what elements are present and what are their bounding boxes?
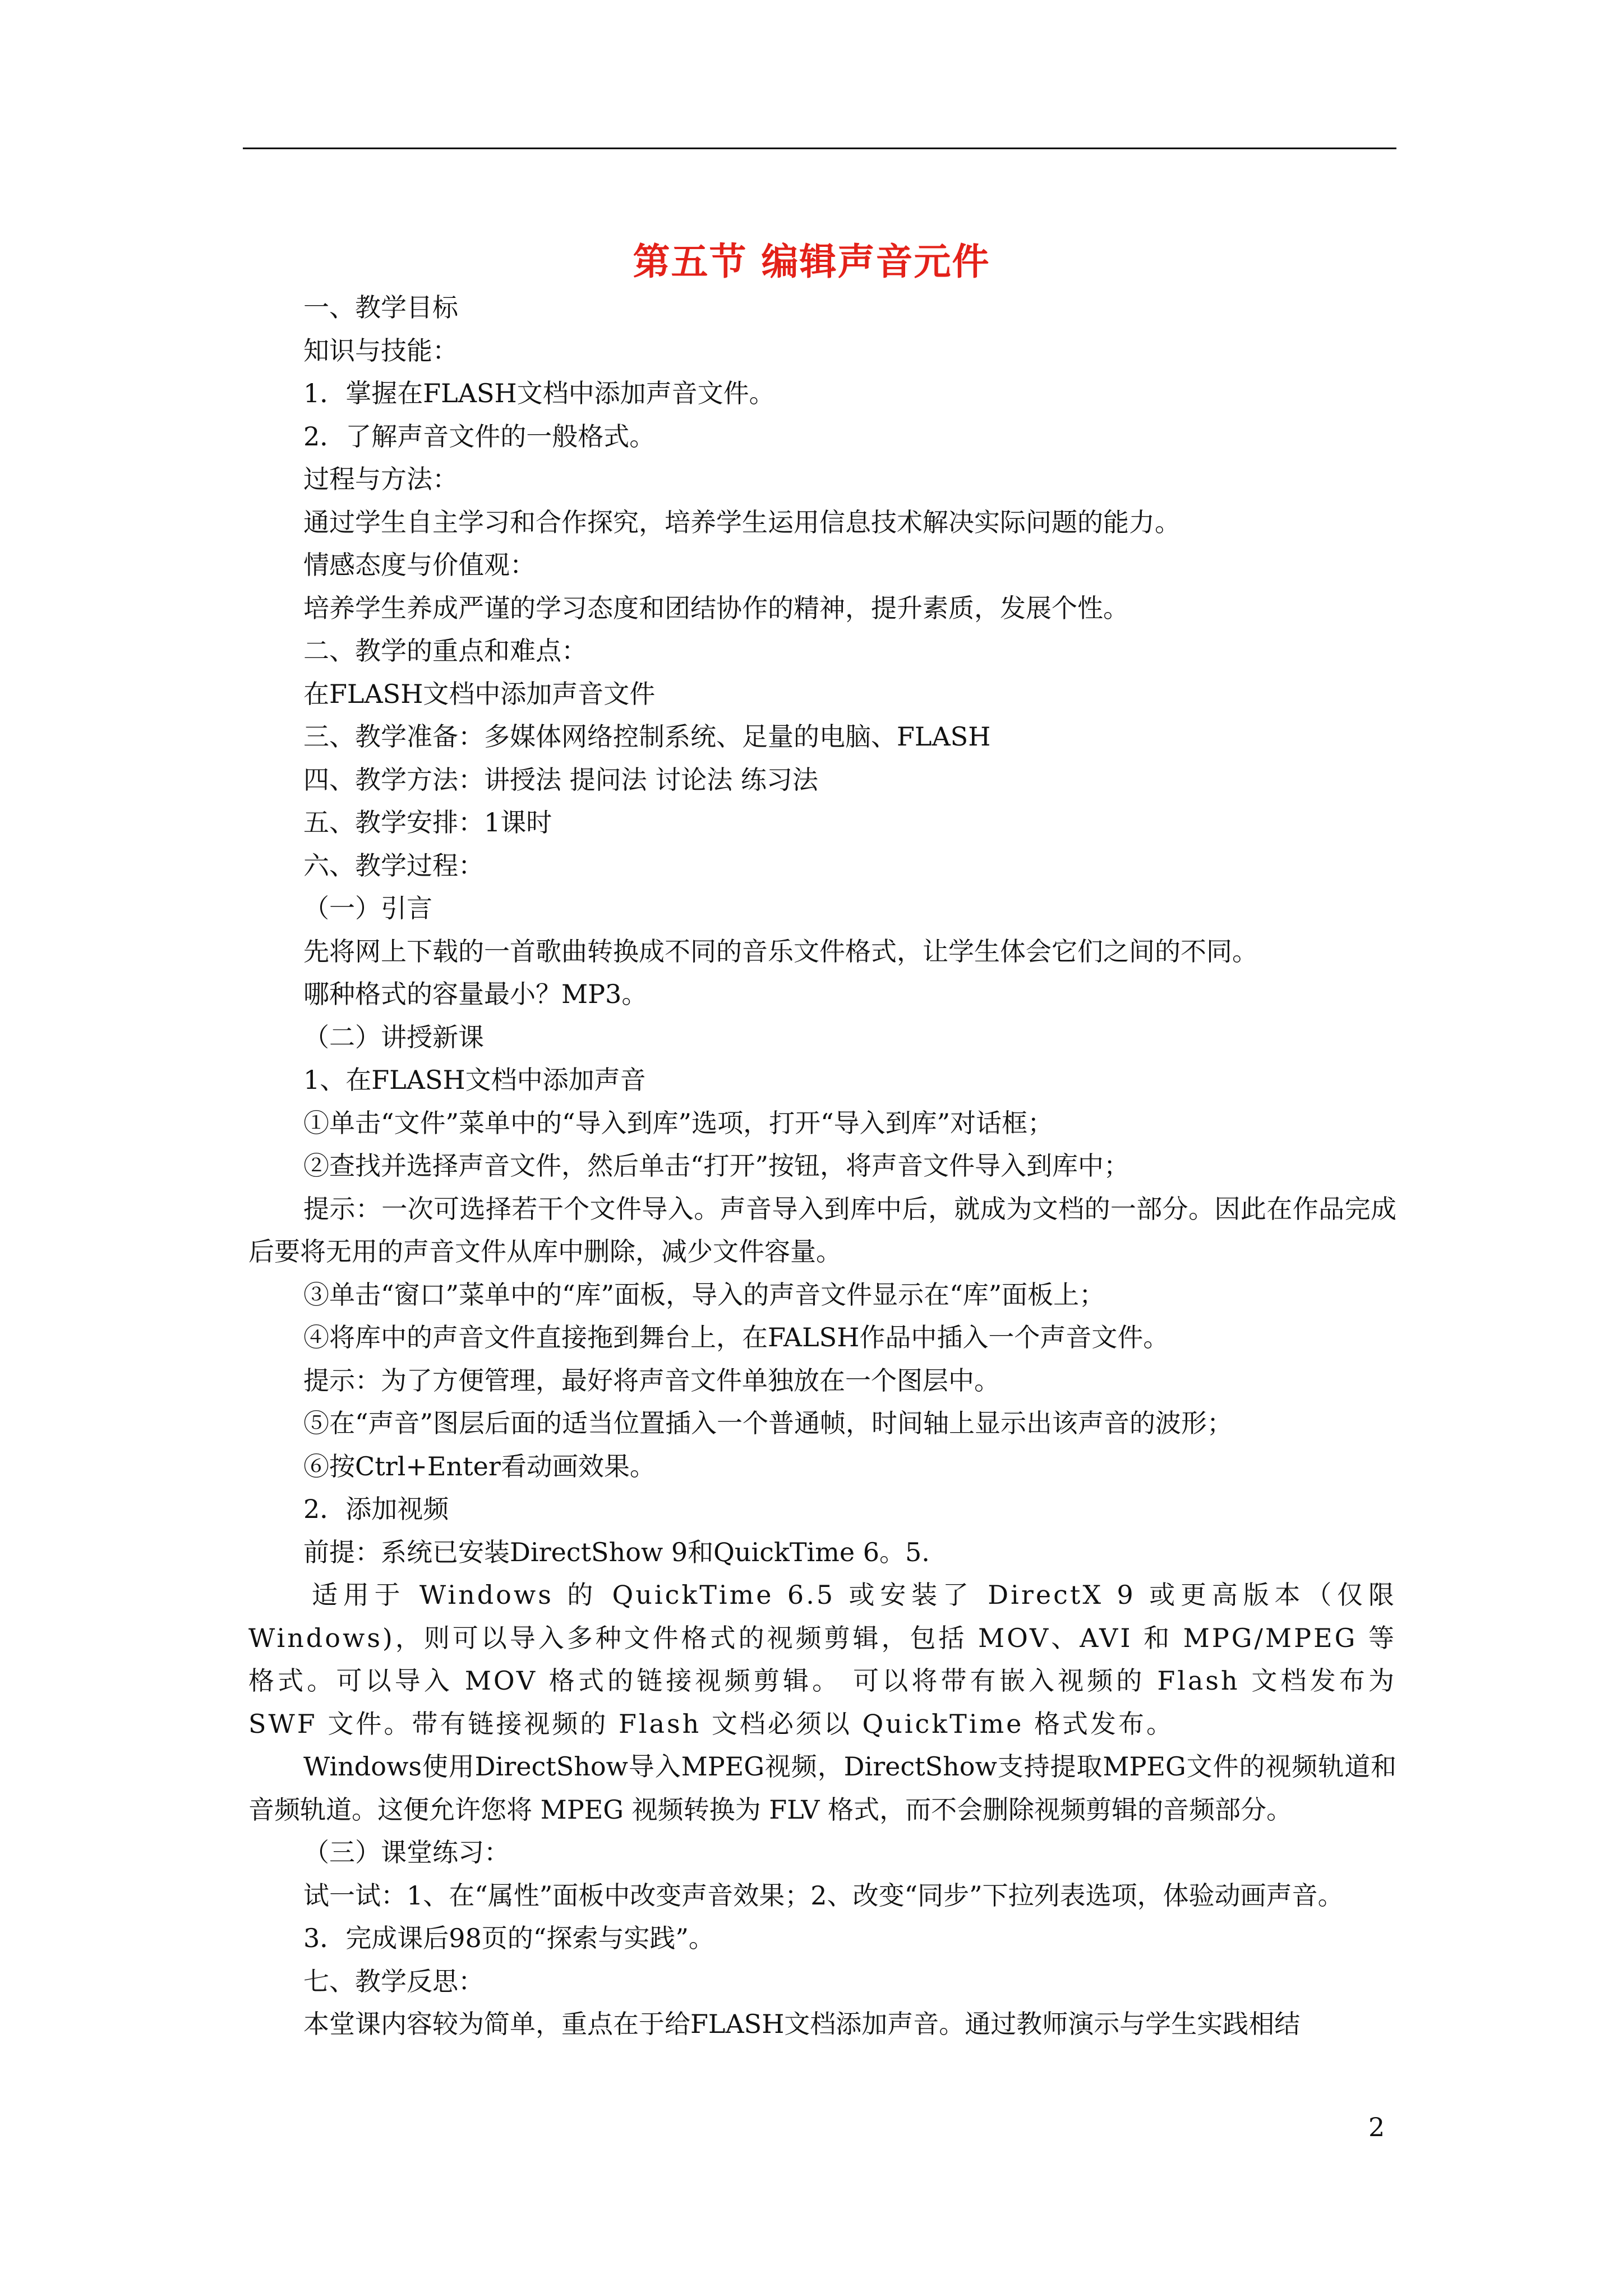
step-item: ②查找并选择声音文件，然后单击“打开”按钮，将声音文件导入到库中； — [303, 1151, 1130, 1181]
subheading-attitude-values: 情感态度与价值观： — [303, 550, 536, 580]
page-number: 2 — [1368, 2112, 1385, 2142]
section-heading-methods: 四、教学方法：讲授法 提问法 讨论法 练习法 — [303, 764, 818, 795]
section-heading-reflection: 七、教学反思： — [303, 1966, 484, 1996]
topic-heading-add-video: 2．添加视频 — [303, 1494, 449, 1524]
subheading-knowledge-skills: 知识与技能： — [303, 335, 458, 366]
step-item: ④将库中的声音文件直接拖到舞台上，在FALSH作品中插入一个声音文件。 — [303, 1322, 1169, 1352]
document-title: 第五节 编辑声音元件 — [633, 240, 990, 284]
list-item: 1．掌握在FLASH文档中添加声音文件。 — [303, 378, 775, 408]
tip-paragraph: 提示：为了方便管理，最好将声音文件单独放在一个图层中。 — [303, 1365, 1000, 1396]
subsection-heading-practice: （三）课堂练习： — [303, 1837, 510, 1867]
paragraph: 适用于 Windows 的 QuickTime 6.5 或安装了 DirectX 9 或更高版本（仅限 Windows)，则可以导入多种文件格式的视频剪辑，包括 MOV、AVI 和 MPG/MPEG 等格式。可以导入 MOV 格式的链接视频剪辑。 可以将带有嵌入视频的 Flash 文档发布为 SWF 文件。带有链接视频的 Flash 文档必须以 QuickTime 格式发布。 — [248, 1580, 1396, 1739]
document-body — [248, 286, 1396, 2046]
paragraph: 在FLASH文档中添加声音文件 — [303, 678, 656, 709]
paragraph: 本堂课内容较为简单，重点在于给FLASH文档添加声音。通过教师演示与学生实践相结 — [303, 2009, 1301, 2039]
topic-heading-add-sound: 1、在FLASH文档中添加声音 — [303, 1065, 646, 1095]
subheading-process-method: 过程与方法： — [303, 464, 458, 494]
step-item: ①单击“文件”菜单中的“导入到库”选项，打开“导入到库”对话框； — [303, 1107, 1054, 1138]
section-heading-objectives: 一、教学目标 — [303, 292, 458, 323]
list-item: 2．了解声音文件的一般格式。 — [303, 421, 656, 452]
paragraph: 通过学生自主学习和合作探究，培养学生运用信息技术解决实际问题的能力。 — [303, 507, 1181, 537]
section-heading-preparation: 三、教学准备：多媒体网络控制系统、足量的电脑、FLASH — [303, 721, 991, 752]
tip-paragraph: 提示：一次可选择若干个文件导入。声音导入到库中后，就成为文档的一部分。因此在作品完成后要将无用的声音文件从库中删除，减少文件容量。 — [248, 1193, 1396, 1267]
paragraph: 培养学生养成严谨的学习态度和团结协作的精神，提升素质，发展个性。 — [303, 592, 1129, 623]
step-item: ⑥按Ctrl+Enter看动画效果。 — [303, 1451, 656, 1481]
paragraph: 前提：系统已安装DirectShow 9和QuickTime 6。5. — [303, 1536, 930, 1567]
header-rule — [243, 148, 1396, 149]
paragraph: Windows使用DirectShow导入MPEG视频，DirectShow支持提取MPEG文件的视频轨道和音频轨道。这便允许您将 MPEG 视频转换为 FLV 格式，而不会删除视频剪辑的音频部分。 — [248, 1751, 1396, 1825]
list-item: 3．完成课后98页的“探索与实践”。 — [303, 1923, 714, 1953]
paragraph: 试一试：1、在“属性”面板中改变声音效果；2、改变“同步”下拉列表选项，体验动画声音。 — [303, 1880, 1344, 1911]
paragraph: 先将网上下载的一首歌曲转换成不同的音乐文件格式，让学生体会它们之间的不同。 — [303, 936, 1258, 967]
step-item: ⑤在“声音”图层后面的适当位置插入一个普通帧，时间轴上显示出该声音的波形； — [303, 1408, 1233, 1438]
step-item: ③单击“窗口”菜单中的“库”面板，导入的声音文件显示在“库”面板上； — [303, 1279, 1105, 1310]
paragraph: 哪种格式的容量最小？MP3。 — [303, 979, 648, 1009]
section-heading-schedule: 五、教学安排：1课时 — [303, 807, 552, 838]
subsection-heading-intro: （一）引言 — [303, 893, 432, 923]
section-heading-key-points: 二、教学的重点和难点： — [303, 636, 587, 666]
section-heading-process: 六、教学过程： — [303, 850, 484, 881]
subsection-heading-new-lesson: （二）讲授新课 — [303, 1022, 484, 1052]
